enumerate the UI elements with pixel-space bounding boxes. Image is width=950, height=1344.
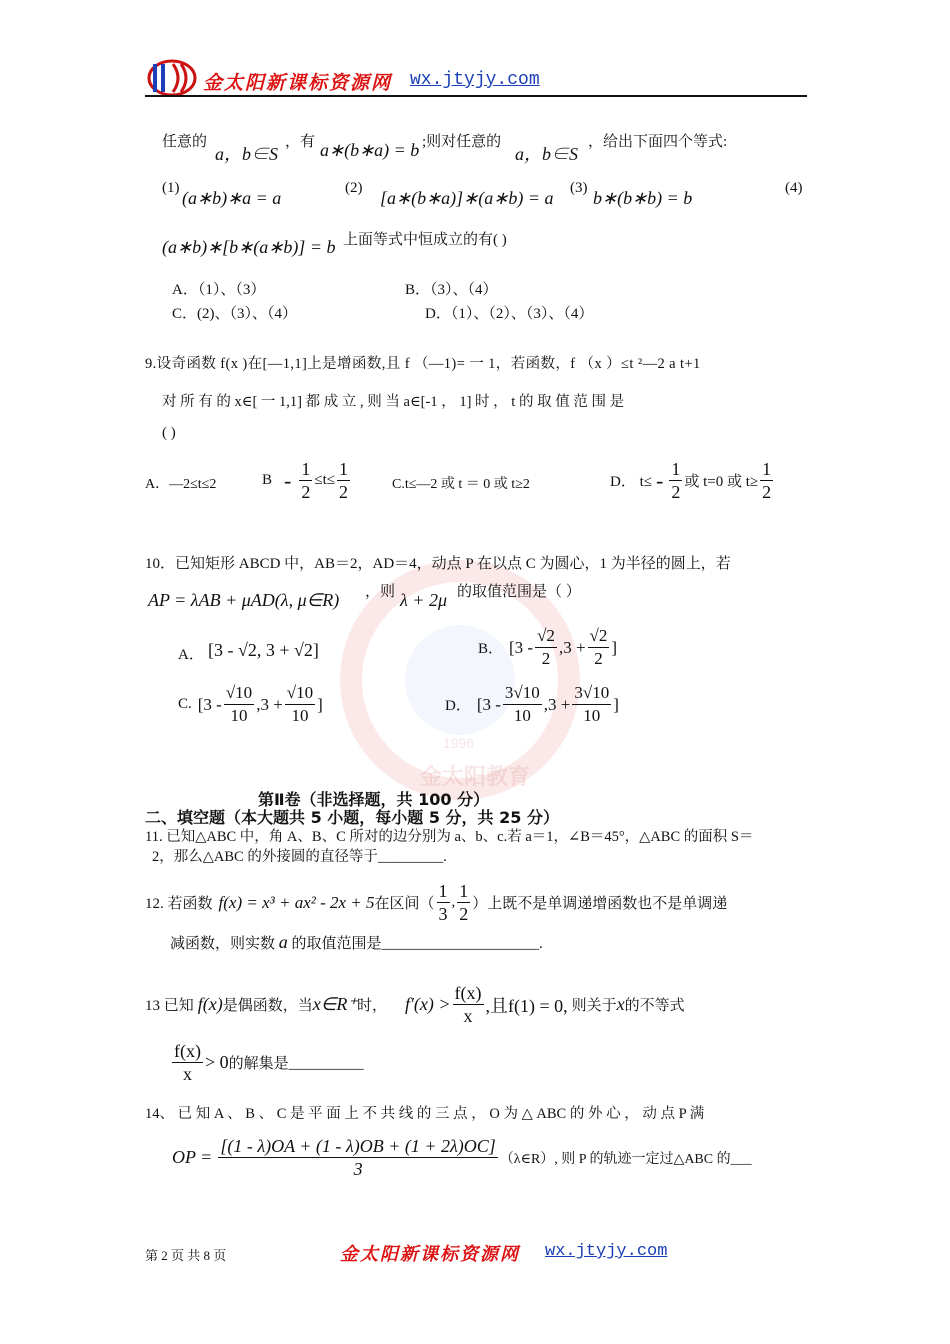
q13-line-2 [170, 1040, 364, 1085]
q12-math: f(x) = x³ + ax² - 2x + 5 [218, 892, 375, 912]
header-brand: 金太阳新课标资源网 [203, 72, 393, 94]
q10-math: λ + 2μ [400, 590, 447, 610]
q9-line: 对 所 有 的 x∈[ 一 1,1] 都 成 立 , 则 当 a∈[-1 ， 1] 时 ， t 的 取 值 范 围 是 [162, 394, 625, 410]
q13-text: 的解集是__________ [228, 1056, 364, 1072]
q8-label: (4) [785, 180, 803, 196]
q13-math: x [616, 994, 625, 1014]
q8-math: a∗(b∗a) = b [320, 140, 420, 160]
q12-text: 在区间（ [374, 896, 435, 912]
q13-text: 13 已知 [145, 998, 194, 1014]
q12-text: ）上既不是单调递增函数也不是单调递 [472, 896, 728, 912]
q12-math: a [278, 932, 288, 952]
q14-frac: $\frac{[(1 - \lambda)OA + (1 - \lambda)OB + (1 + 2\lambda)OC]}{3}$ [220, 1136, 496, 1179]
q10-text: ,3 + [558, 637, 586, 657]
q8-option-d: D．（1）、（2）、（3）、（4） [425, 306, 594, 322]
q13-math: x∈R⁺ [312, 994, 357, 1014]
q10-text: ，则 [365, 584, 396, 600]
header-rule [145, 95, 807, 97]
q9-minus: - [655, 467, 664, 493]
section-subtitle: 二、填空题（本大题共 5 小题，每小题 5 分，共 25 分） [145, 808, 559, 827]
q10-text: [3 - [509, 637, 534, 657]
q9-frac: $\frac{1}{2}$ [762, 459, 772, 502]
q10-text: ,3 + [256, 694, 283, 714]
q10-text: [3 - [197, 694, 222, 714]
q10-text: [3 - [476, 694, 501, 714]
q13-text: 是偶函数，当 [222, 998, 313, 1014]
page-number: 第 2 页 共 8 页 [145, 1248, 227, 1263]
q10-option-d-label: D． [445, 698, 471, 714]
q9-option-d-label: D． t≤ [610, 474, 652, 490]
section-title: 第Ⅱ卷（非选择题，共 100 分） [258, 790, 490, 809]
q10-option-d [445, 682, 619, 727]
q14-text: （λ∈R）, 则 P 的轨迹一定过△ABC 的___ [499, 1151, 752, 1167]
q9-minus: - [284, 467, 292, 493]
q10-option-a-label: A． [178, 647, 204, 663]
q11-line: 2，那么△ABC 的外接圆的直径等于_________. [152, 849, 447, 865]
q12-frac: $\frac{1}{3}$ [438, 881, 448, 924]
q9-frac: $\frac{1}{2}$ [301, 459, 311, 502]
q10-option-b [478, 625, 617, 670]
q13-line-1 [145, 982, 685, 1027]
q10-frac: $\frac{√10}{10}$ [286, 683, 314, 725]
q10-frac: $\frac{3√10}{10}$ [504, 683, 540, 725]
q13-text: 则关于 [571, 998, 617, 1014]
footer-url[interactable]: wx.jtyjy.com [545, 1242, 668, 1261]
q9-text: ≤t≤ [314, 472, 335, 488]
q9-option-a: A．—2≤t≤2 [145, 477, 217, 492]
q10-option-b-label: B． [478, 641, 504, 657]
q10-text: ] [613, 694, 619, 714]
q8-equation-1: (a∗b)∗a = a [182, 188, 282, 208]
q8-label: (3) [570, 180, 588, 196]
q10-math: AP = λAB + μAD(λ, μ∈R) [148, 590, 340, 610]
q9-option-d [610, 458, 775, 503]
q12-frac: $\frac{1}{2}$ [459, 881, 469, 924]
q10-text: ] [317, 694, 323, 714]
q10-text: ] [611, 637, 618, 657]
q12-text: 的取值范围是_____________________. [291, 936, 543, 952]
q14-math: OP = [172, 1147, 213, 1167]
q8-equation-2: [a∗(b∗a)]∗(a∗b) = a [380, 188, 554, 208]
q8-text: ，给出下面四个等式: [588, 134, 728, 150]
q9-option-b [262, 458, 352, 503]
q8-option-c: C．(2)、（3）、（4） [172, 306, 297, 322]
q8-text: 任意的 [162, 134, 208, 150]
q9-line: 9.设奇函数 f(x )在[—1,1]上是增函数,且 f （—1)= 一 1，若函数，f （x ）≤t ²—2 a t+1 [145, 356, 701, 372]
q8-equation-4: (a∗b)∗[b∗(a∗b)] = b [162, 237, 336, 257]
q8-question: 上面等式中恒成立的有( ) [343, 232, 507, 248]
q13-text: 时， [356, 998, 387, 1014]
q13-frac: $\frac{f(x)}{x}$ [174, 1041, 201, 1084]
q10-frac: $\frac{√2}{2}$ [589, 626, 608, 668]
q14-line: 14、 已 知 A 、 B 、 C 是 平 面 上 不 共 线 的 三 点 ， O 为 △ ABC 的 外 心 ， 动 点 P 满 [145, 1106, 705, 1122]
q9-option-b-label: B [262, 472, 273, 488]
logo-icon [147, 58, 197, 98]
q8-option-a: A．（1）、（3） [172, 282, 266, 298]
q12-line-1 [145, 880, 727, 925]
q10-option-a: [3 - √2, 3 + √2] [208, 640, 319, 660]
q12-line-2 [170, 932, 543, 953]
q11-line: 11. 已知△ABC 中，角 A、B、C 所对的边分别为 a、b、c.若 a＝1，∠B＝45°，△ABC 的面积 S＝ [145, 829, 754, 845]
q14-line-2 [172, 1135, 752, 1180]
q12-text: 减函数，则实数 [170, 936, 276, 952]
header-url[interactable]: wx.jtyjy.com [410, 70, 540, 90]
q10-text: 的取值范围是（ ） [457, 584, 581, 600]
q13-frac: $\frac{f(x)}{x}$ [454, 983, 482, 1026]
q10-line: 10．已知矩形 ABCD 中，AB＝2，AD＝4，动点 P 在以点 C 为圆心，1 为半径的圆上，若 [145, 556, 731, 572]
q13-math: > 0 [204, 1052, 229, 1072]
q8-text: ;则对任意的 [422, 134, 502, 150]
watermark-year: 1996 [443, 735, 475, 751]
q8-label: (2) [345, 180, 363, 196]
watermark-text: 金太阳教育 [420, 764, 531, 789]
q9-frac: $\frac{1}{2}$ [338, 459, 348, 502]
q13-math: ,且f(1) = 0, [485, 995, 568, 1016]
q8-math: a，b∈S [515, 144, 578, 164]
q10-option-c-label: C. [178, 696, 192, 712]
footer-brand: 金太阳新课标资源网 [340, 1244, 520, 1265]
q12-text: 12. 若函数 [145, 896, 213, 912]
q9-text: 或 t=0 或 t≥ [684, 474, 759, 490]
q13-math: f(x) [197, 994, 223, 1014]
q8-label: (1) [162, 180, 180, 196]
q10-frac: $\frac{√2}{2}$ [537, 626, 555, 668]
q10-option-c [178, 682, 323, 727]
q12-comma: , [451, 894, 456, 910]
q13-math: f′(x) > [404, 994, 451, 1014]
q10-frac: $\frac{√10}{10}$ [225, 683, 253, 725]
q8-equation-3: b∗(b∗b) = b [593, 188, 693, 208]
q9-line: ( ) [162, 425, 176, 441]
q13-text: 的不等式 [624, 998, 685, 1014]
q9-frac: $\frac{1}{2}$ [671, 459, 681, 502]
q8-text: ，有 [285, 134, 316, 150]
q10-frac: $\frac{3√10}{10}$ [574, 683, 610, 725]
q8-option-b: B．（3）、（4） [405, 282, 498, 298]
q10-text: ,3 + [543, 694, 571, 714]
q8-math: a，b∈S [215, 144, 278, 164]
q9-option-c: C.t≤—2 或 t ＝ 0 或 t≥2 [392, 477, 530, 492]
